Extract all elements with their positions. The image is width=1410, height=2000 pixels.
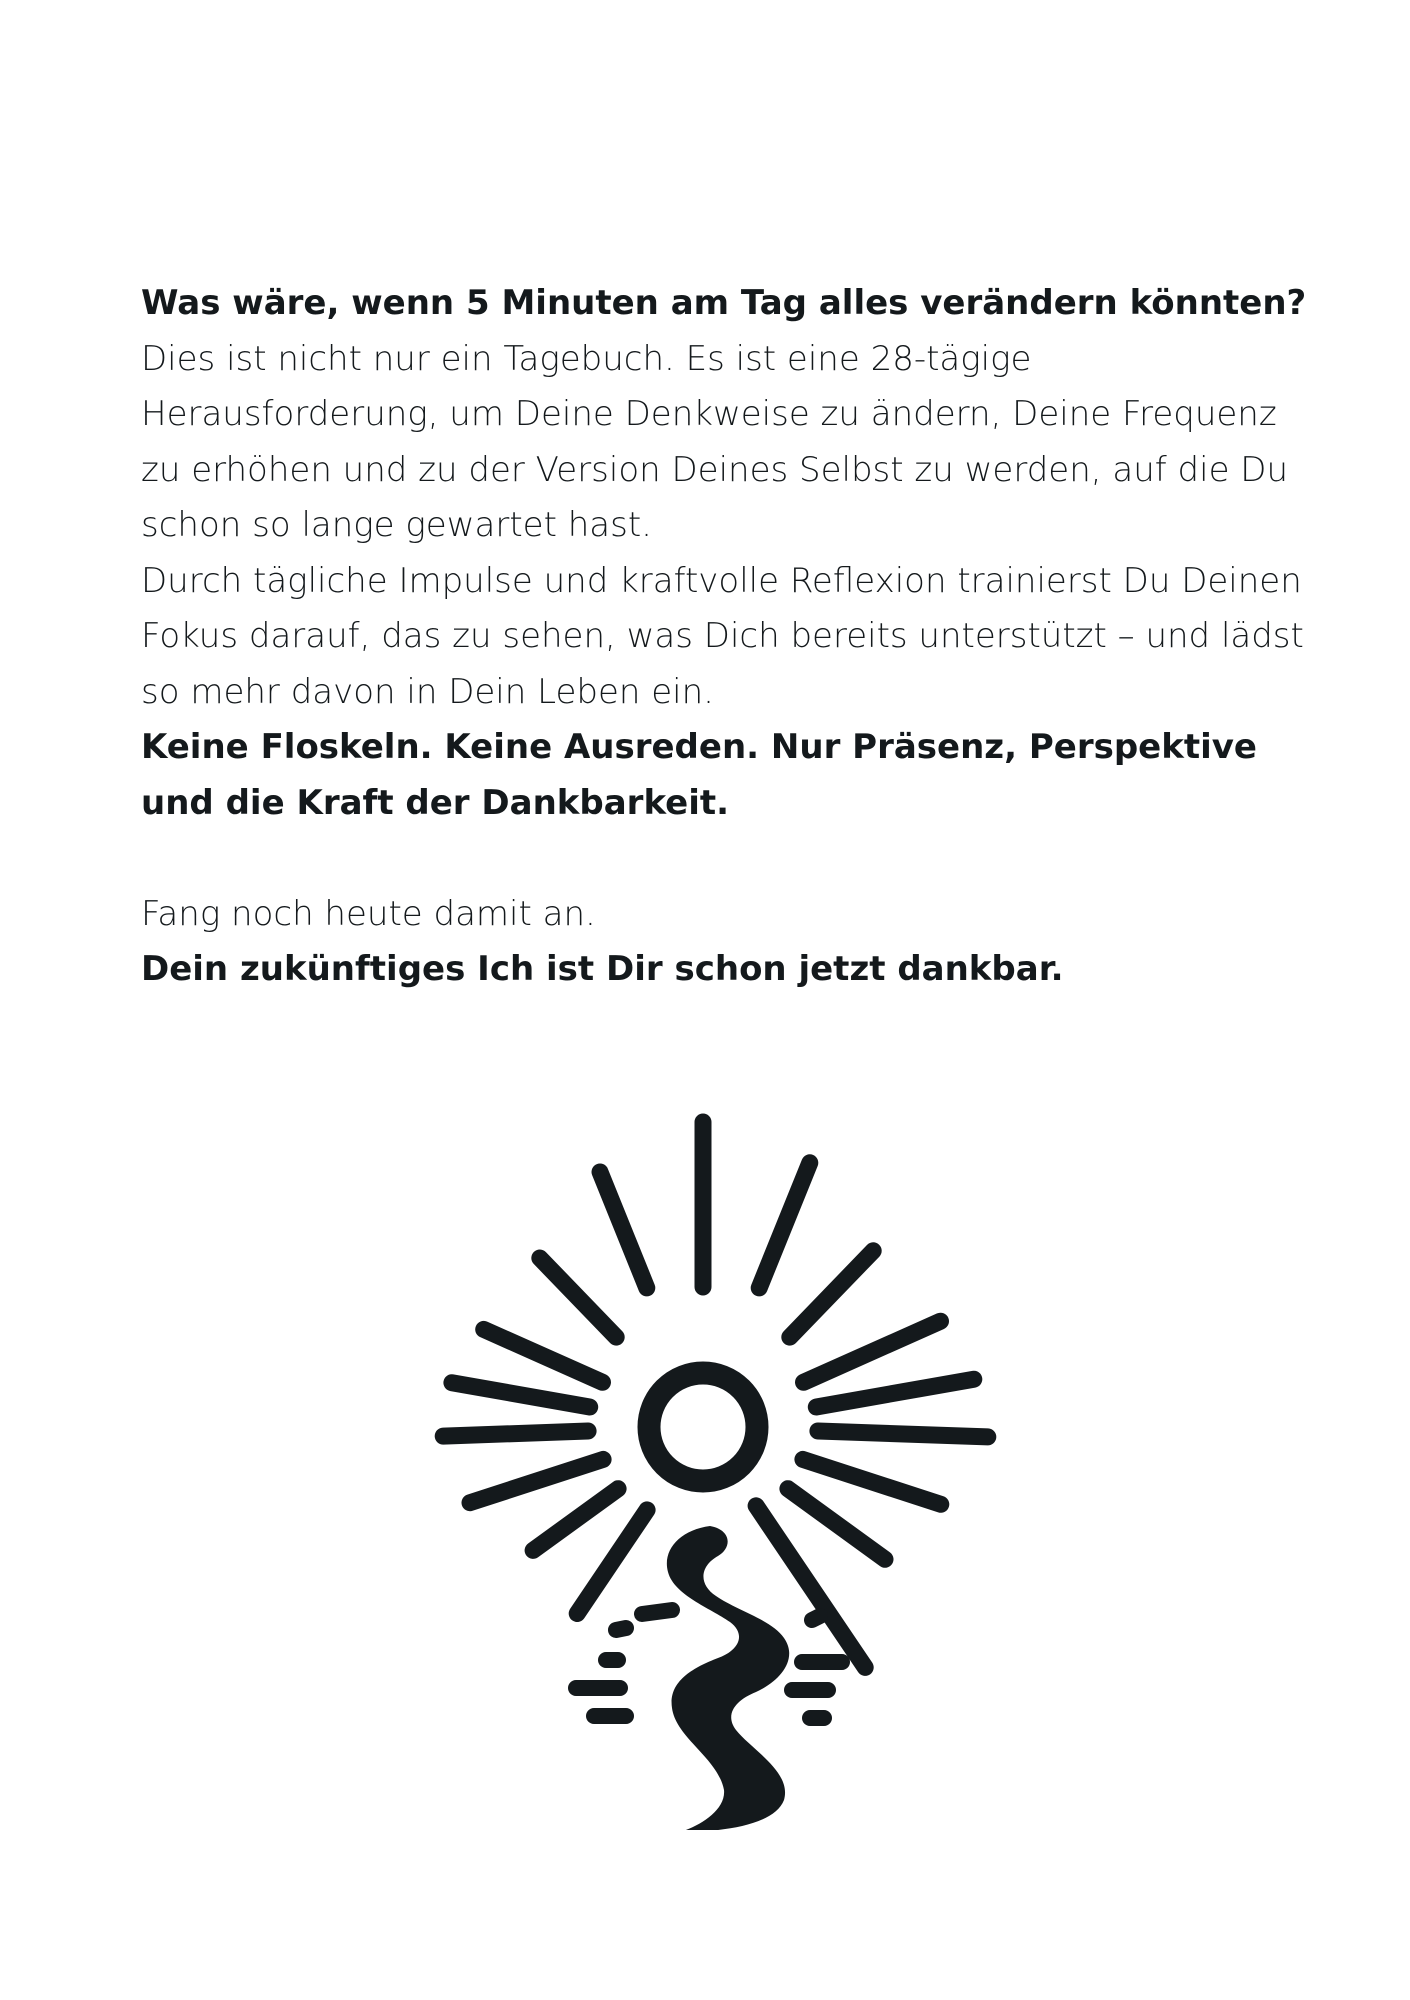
sun-ray-4 [790,1251,873,1337]
call-to-action: Fang noch heute damit an. [141,893,596,934]
sun-ray-6 [804,1321,941,1382]
text-block [141,276,1321,998]
spacer [141,831,1321,887]
emphasis-statement: Keine Floskeln. Keine Ausreden. Nur Präsenz, Perspektive und die Kraft der Dankbarkeit. [141,727,1257,823]
sun-ray-7 [484,1329,603,1382]
sun-ray-9 [452,1383,590,1407]
sun-ray-8 [816,1379,974,1407]
sun-rays [443,1122,988,1667]
sun-path-logo-icon [380,1110,1030,1830]
sun-ray-13 [470,1459,603,1502]
winding-path [667,1526,789,1830]
sun-ray-10 [818,1431,988,1437]
sun-ray-12 [803,1459,941,1504]
sun-ray-2 [759,1163,810,1288]
sun-ray-3 [600,1172,647,1288]
sun-ray-14 [788,1489,885,1560]
closing-statement: Dein zukünftiges Ich ist Dir schon jetzt dankbar. [141,949,1064,989]
sun-circle [649,1373,757,1481]
sun-ray-11 [443,1431,588,1436]
headline: Was wäre, wenn 5 Minuten am Tag alles verändern könnten? [141,283,1307,323]
sun-ray-5 [540,1258,616,1337]
focus-paragraph: Durch tägliche Impulse und kraftvolle Reflexion trainierst Du Deinen Fokus darauf, das zu sehen, was Dich bereits unterstützt – und lädst so mehr davon in Dein Leben ein. [141,560,1304,712]
sun-ray-17 [577,1510,647,1614]
intro-paragraph: Dies ist nicht nur ein Tagebuch. Es ist eine 28-tägige Herausforderung, um Deine Denkweise zu ändern, Deine Frequenz zu erhöhen und zu der Version Deines Selbst zu werden, auf die Du schon so lange gewartet hast. [141,338,1289,545]
sun-ray-15 [533,1489,618,1551]
